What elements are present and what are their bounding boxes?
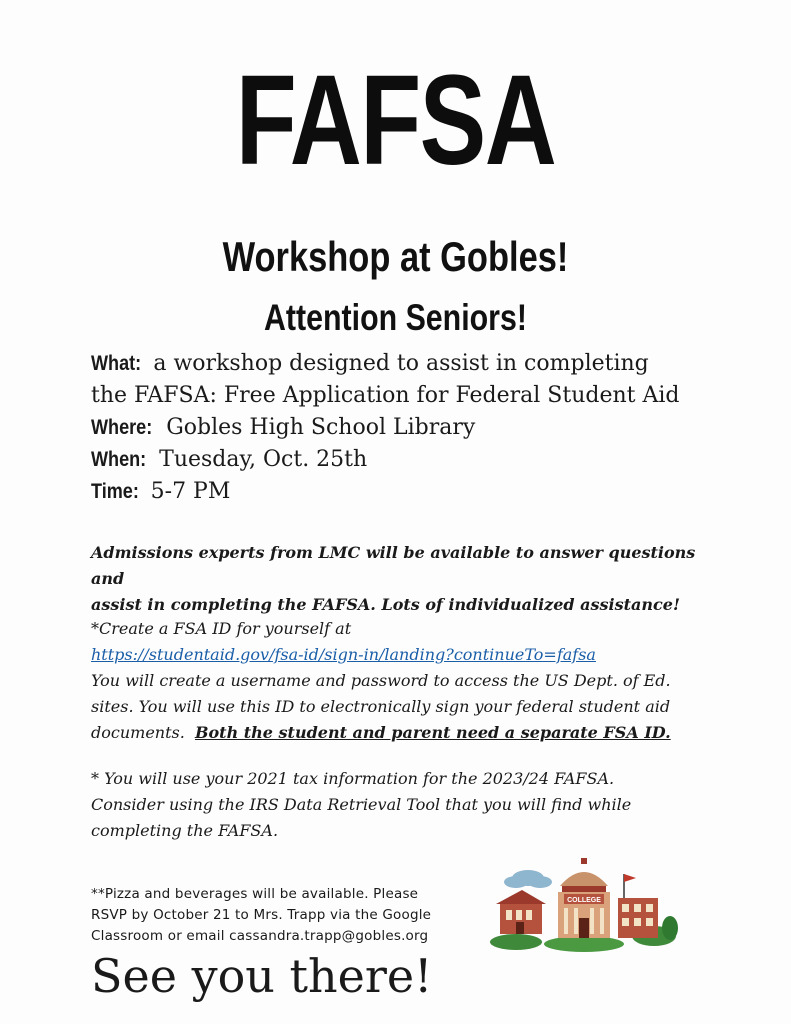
flag-icon (624, 874, 636, 882)
college-campus-icon (488, 856, 680, 952)
tax-line: Consider using the IRS Data Retrieval Tool that you will find while (91, 795, 632, 814)
left-building-icon (496, 890, 546, 934)
where-value: Gobles High School Library (166, 415, 476, 440)
admissions-line: assist in completing the FAFSA. Lots of individualized assistance! (91, 595, 680, 614)
what-row-continued (91, 380, 731, 412)
where-row (91, 412, 731, 444)
pizza-line: RSVP by October 21 to Mrs. Trapp via the Google (91, 907, 432, 923)
admissions-line: Admissions experts from LMC will be available to answer questions and (91, 543, 696, 588)
tax-note (91, 766, 731, 844)
where-label: Where: (91, 416, 153, 439)
when-value: Tuesday, Oct. 25th (159, 447, 368, 472)
pizza-line: Classroom or email cassandra.trapp@gobles.org (91, 928, 429, 944)
fsa-separate-id-emphasis: Both the student and parent need a separate FSA ID. (194, 723, 671, 742)
cloud-icon (504, 870, 552, 888)
attention-heading: Attention Seniors! (264, 297, 527, 338)
fsa-line (91, 720, 731, 746)
time-row (91, 476, 731, 508)
pizza-rsvp-note (91, 884, 491, 947)
closing-message: See you there! (91, 949, 433, 1003)
what-value-line2: the FAFSA: Free Application for Federal Student Aid (91, 383, 680, 408)
pizza-line: **Pizza and beverages will be available. Please (91, 886, 419, 902)
when-row (91, 444, 731, 476)
college-sign-text: COLLEGE (567, 897, 601, 904)
when-label: When: (91, 448, 147, 471)
tax-line: completing the FAFSA. (91, 821, 279, 840)
time-value: 5-7 PM (150, 479, 231, 504)
fsa-id-link[interactable]: https://studentaid.gov/fsa-id/sign-in/landing?continueTo=fafsa (91, 645, 596, 664)
fsa-line: You will create a username and password to access the US Dept. of Ed. (91, 671, 671, 690)
fsa-line: *Create a FSA ID for yourself at (91, 619, 352, 638)
admissions-note (91, 540, 731, 618)
fsa-line: sites. You will use this ID to electronically sign your federal student aid (91, 697, 671, 716)
tax-line: * You will use your 2021 tax information for the 2023/24 FAFSA. (91, 769, 615, 788)
what-value-line1: a workshop designed to assist in completing (153, 351, 649, 376)
time-label: Time: (91, 480, 139, 503)
event-details (91, 348, 731, 508)
what-label: What: (91, 352, 142, 375)
right-building-icon (618, 874, 658, 938)
what-row (91, 348, 731, 380)
fsa-documents-text: documents. (91, 723, 185, 742)
main-building-icon (558, 858, 610, 938)
fsa-id-note (91, 616, 731, 746)
page-title: FAFSA (235, 49, 556, 192)
workshop-heading: Workshop at Gobles! (222, 233, 569, 280)
